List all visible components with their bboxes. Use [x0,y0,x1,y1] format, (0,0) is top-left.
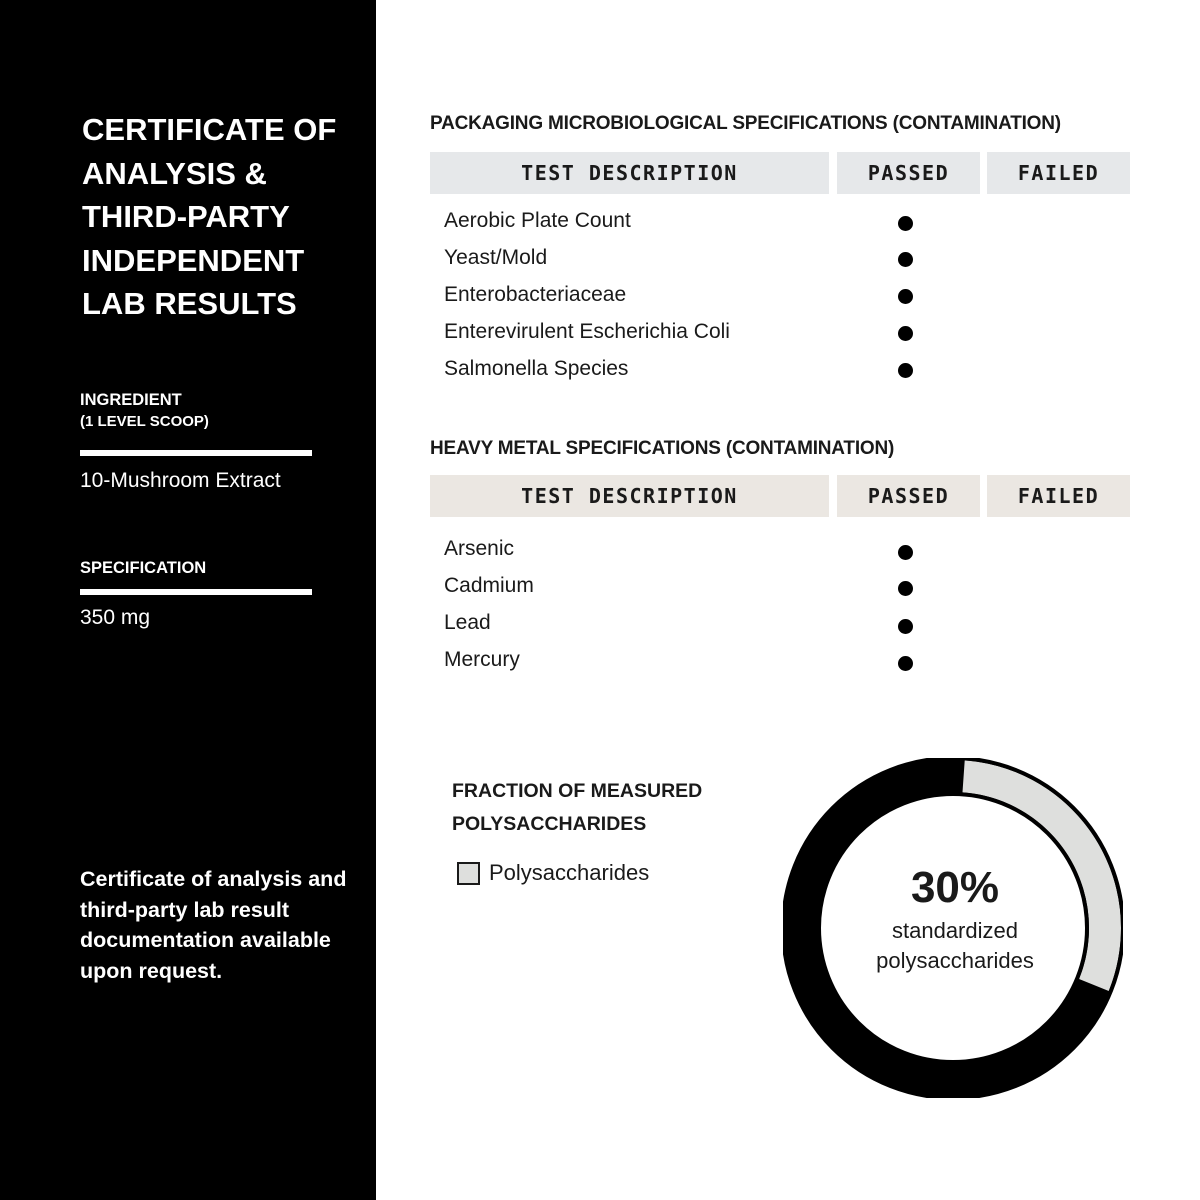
specification-divider [80,589,312,595]
ingredient-value: 10-Mushroom Extract [80,469,281,492]
passed-dot-icon [898,363,913,378]
ingredient-divider [80,450,312,456]
ingredient-label-text: INGREDIENT [80,391,182,409]
percent-value: 30% [910,863,1000,912]
table-row-label: Aerobic Plate Count [444,209,631,232]
percent-caption-line-2: polysaccharides [876,948,1034,973]
passed-dot-icon [898,581,913,596]
table-row-label: Arsenic [444,537,515,560]
table-row-label: Enterobacteriaceae [444,283,627,306]
table-header-passed: PASSED [837,152,980,194]
fraction-title-line-1: FRACTION OF MEASURED [452,780,703,802]
table-row-label: Enterevirulent Escherichia Coli [444,320,730,343]
microbiological-section-title: PACKAGING MICROBIOLOGICAL SPECIFICATIONS (CONTAMINATION) [430,113,1061,134]
passed-dot-icon [898,216,913,231]
passed-dot-icon [898,289,913,304]
heavy-metal-section-title: HEAVY METAL SPECIFICATIONS (CONTAMINATION) [430,438,895,459]
table-header-description: TEST DESCRIPTION [430,152,829,194]
table-header-failed: FAILED [987,475,1130,517]
legend-swatch [457,862,480,885]
availability-note: Certificate of analysis and third-party lab result documentation available upon request. [80,867,347,984]
ingredient-label [80,387,209,431]
table-header-failed: FAILED [987,152,1130,194]
table-row-label: Yeast/Mold [444,246,548,269]
fraction-title [452,775,702,841]
legend-label: Polysaccharides [489,860,650,885]
page-title: CERTIFICATE OF ANALYSIS & THIRD-PARTY INDEPENDENT LAB RESULTS [82,112,337,321]
table-row-label: Mercury [444,648,520,671]
passed-dot-icon [898,656,913,671]
specification-label: SPECIFICATION [80,559,207,577]
fraction-title-line-2: POLYSACCHARIDES [452,813,647,835]
specification-value: 350 mg [80,606,151,629]
ingredient-sub-label: (1 LEVEL SCOOP) [80,413,209,430]
donut-center-label [820,860,1090,976]
passed-dot-icon [898,619,913,634]
percent-caption-line-1: standardized [892,918,1018,943]
sidebar [0,0,376,1200]
table-row-label: Cadmium [444,574,534,597]
passed-dot-icon [898,326,913,341]
table-header-passed: PASSED [837,475,980,517]
table-header-description: TEST DESCRIPTION [430,475,829,517]
legend [457,860,649,886]
passed-dot-icon [898,545,913,560]
table-row-label: Salmonella Species [444,357,629,380]
passed-dot-icon [898,252,913,267]
table-row-label: Lead [444,611,491,634]
